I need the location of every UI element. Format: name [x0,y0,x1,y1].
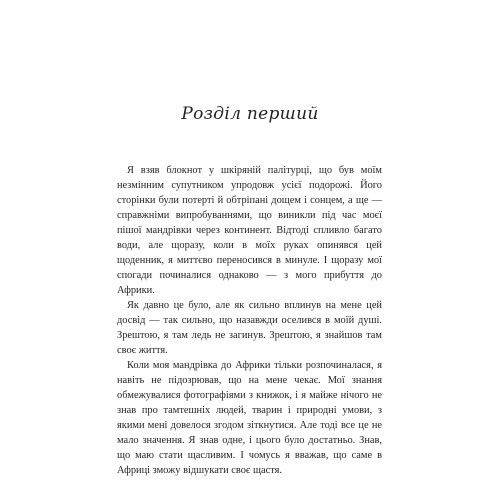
chapter-body [117,163,382,478]
paragraph-2: Як давно це було, але як сильно вплинув на мене цей досвід — так сильно, що назавжди оселився в моїй душі. Зрештою, я там ледь не загинув. Зрештою, я знайшов там своє життя. [117,300,382,356]
paragraph-3: Коли моя мандрівка до Африки тільки розпочиналася, я навіть не підозрював, що на мене чекає. Мої знання обмежувалися фотографіями з книжок, і я майже нічого не знав про тамтешніх людей, тварин і природні умови, з якими мені довелося згодом зіткнутися. Але тоді все це не мало значення. Я знав одне, і цього було достатньо. Знав, що маю стати щасливим. І чомусь я вважав, що саме в Африці зможу відшукати своє щастя. [117,360,382,476]
chapter-title: Розділ перший [181,104,319,124]
paragraph-1: Я взяв блокнот у шкіряній палітурці, що був моїм незмінним супутником упродовж усієї подорожі. Його сторінки були потерті й обтріпані дощем і сонцем, а ще — справжніми випробуваннями, що виникли під час моєї пішої мандрівки через континент. Відтоді спливло багато води, але щоразу, коли в моїх руках опинявся цей щоденник, я миттєво переносився в минуле. І щоразу мої спогади починалися однаково — з мого прибуття до Африки. [117,165,382,296]
